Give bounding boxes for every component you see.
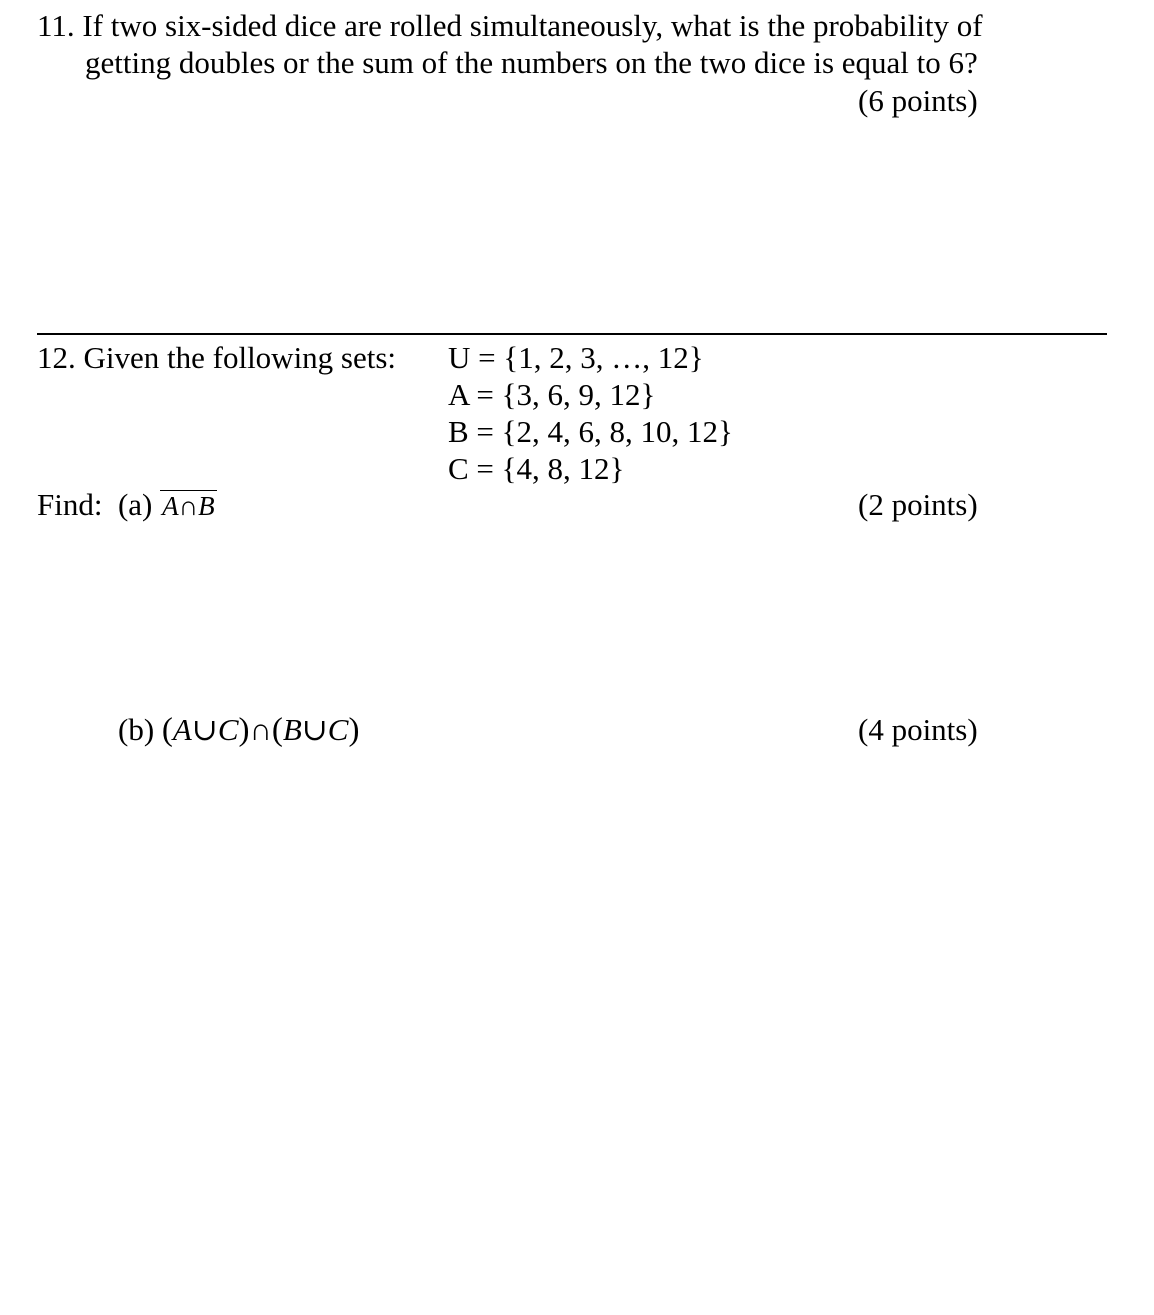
part-b-row [118, 712, 359, 748]
find-label: Find: [37, 487, 103, 522]
q11-line1 [37, 8, 983, 44]
part-b-label: (b) [118, 712, 155, 747]
part-a-points: (2 points) [858, 487, 978, 522]
section-divider [37, 333, 1107, 335]
right-close-paren: ) [348, 712, 360, 748]
part-a-row [37, 487, 217, 524]
set-b: B = {2, 4, 6, 8, 10, 12} [448, 414, 733, 449]
part-b-expression [162, 712, 360, 747]
set-c: C = {4, 8, 12} [448, 451, 625, 486]
q11-points: (6 points) [858, 83, 978, 118]
q11-text-line2: getting doubles or the sum of the numbers on the two dice is equal to 6? [85, 45, 978, 80]
q12-intro: 12. Given the following sets: [37, 340, 397, 375]
right-union-expr: B∪C [282, 712, 349, 747]
part-a-expression: A∩B [160, 488, 216, 524]
left-union-expr: A∪C [172, 712, 239, 747]
right-open-paren: ( [271, 712, 283, 748]
intersection-op: ∩ [249, 712, 272, 747]
set-a: A = {3, 6, 9, 12} [448, 377, 656, 412]
q11-number: 11. [37, 8, 75, 43]
part-a-label: (a) [117, 487, 153, 522]
part-b-points: (4 points) [858, 712, 978, 747]
left-close-paren: ) [238, 712, 250, 748]
left-open-paren: ( [161, 712, 173, 748]
q11-text-line1: If two six-sided dice are rolled simultaneously, what is the probability of [82, 8, 983, 43]
set-u: U = {1, 2, 3, …, 12} [448, 340, 704, 375]
